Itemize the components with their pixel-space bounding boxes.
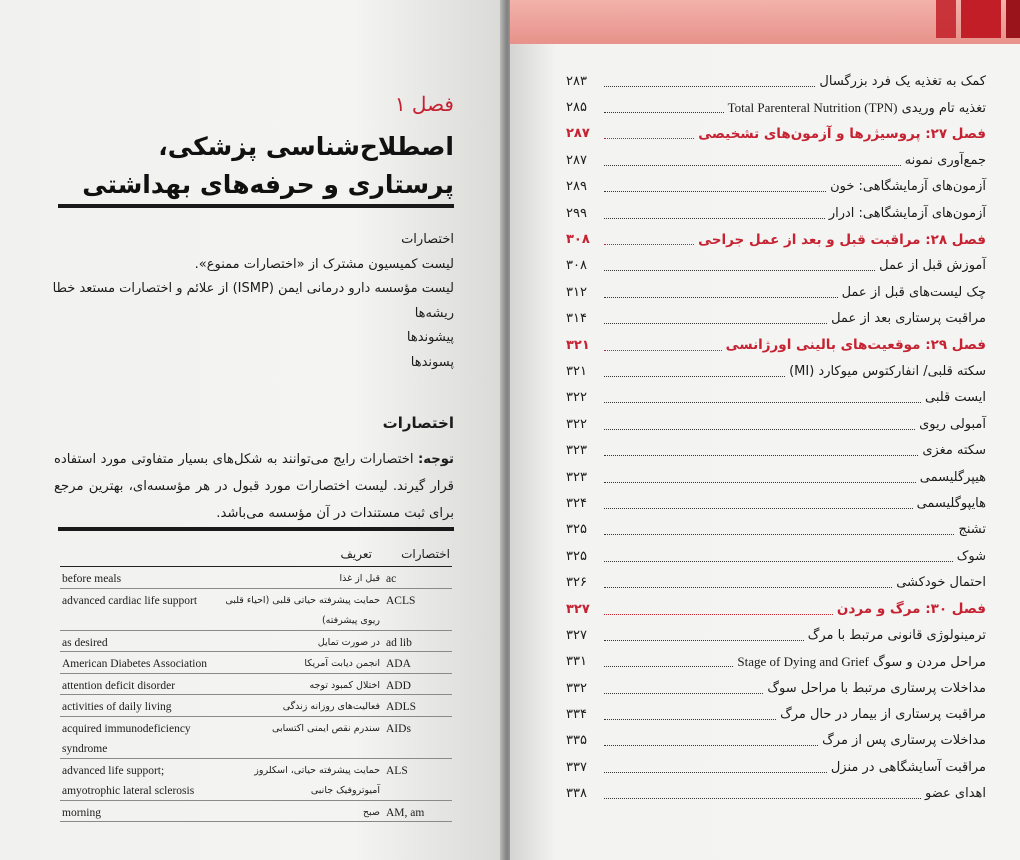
english-definition: as desired	[62, 636, 108, 649]
toc-entry-title: فصل ۲۷: پروسیژرها و آزمون‌های تشخیصی	[698, 125, 986, 142]
chapter-divider	[58, 204, 454, 208]
toc-page-number: ۳۲۳	[566, 443, 587, 459]
toc-entry-title: جمع‌آوری نمونه	[904, 152, 986, 168]
toc-entry-title: فصل ۳۰: مرگ و مردن	[836, 601, 986, 617]
toc-entry-title: چک لیست‌های قبل از عمل	[841, 284, 986, 300]
contents-item: اختصارات	[401, 232, 454, 247]
toc-chapter-heading	[566, 226, 986, 252]
toc-entry	[566, 253, 986, 279]
contents-item: پیشوندها	[406, 330, 454, 345]
toc-page-number: ۳۲۱	[566, 363, 587, 379]
note-label: توجه:	[418, 452, 455, 467]
toc-page-number: ۳۲۴	[566, 495, 587, 511]
toc-entry	[566, 411, 986, 437]
toc-entry-title: سکته مغزی	[922, 443, 986, 459]
toc-entry-title: تشنج	[958, 522, 986, 538]
toc-page-number: ۳۲۵	[566, 522, 587, 538]
abbreviation: ADLS	[386, 701, 417, 713]
header-abbreviation: اختصارات	[401, 547, 450, 561]
abbreviation: ADA	[386, 658, 411, 670]
persian-definition: حمایت پیشرفته حیاتی قلبی (احیاء قلبی ریوی پیشرفته)	[225, 594, 380, 626]
abbreviation: ACLS	[386, 594, 416, 607]
toc-chapter-heading	[566, 121, 986, 147]
toc-page-number: ۲۸۷	[566, 126, 590, 142]
toc-entry	[566, 569, 986, 595]
toc-entry	[566, 543, 986, 569]
toc-entry	[566, 68, 986, 94]
dot-leader	[604, 138, 694, 139]
toc-entry-title: آمبولی ریوی	[919, 416, 986, 432]
toc-entry-english: Stage of Dying and Grief	[737, 653, 869, 669]
section-title: اختصارات	[382, 414, 454, 432]
toc-entry-title: هایپوگلیسمی	[916, 495, 986, 511]
toc-page-number: ۳۲۲	[566, 416, 587, 432]
abbreviation: ALS	[386, 764, 408, 777]
toc-entry-title: کمک به تغذیه یک فرد بزرگسال	[819, 73, 986, 89]
toc-entry	[566, 174, 986, 200]
dot-leader	[604, 376, 785, 377]
chapter-title: اصطلاح‌شناسی پزشکی، پرستاری و حرفه‌های بهداشتی	[82, 132, 454, 199]
dot-leader	[604, 455, 918, 456]
table-row	[60, 759, 452, 801]
english-definition: attention deficit disorder	[62, 679, 176, 692]
toc-page-number: ۳۱۲	[566, 284, 587, 300]
dot-leader	[604, 745, 818, 746]
dot-leader	[604, 534, 954, 535]
toc-entry-title: ترمینولوژی قانونی مرتبط با مرگ	[807, 627, 986, 643]
english-definition: advanced cardiac life support	[62, 594, 198, 607]
persian-definition: صبح	[362, 806, 380, 818]
toc-page-number: ۲۹۹	[566, 205, 587, 221]
dot-leader	[604, 719, 776, 720]
dot-leader	[604, 350, 722, 351]
toc-entry	[566, 728, 986, 754]
table-body	[60, 567, 452, 822]
table-of-contents	[566, 68, 986, 807]
table-row	[60, 674, 452, 696]
header-decoration	[931, 0, 1020, 38]
left-page	[0, 0, 506, 860]
dot-leader	[604, 587, 892, 588]
dot-leader	[604, 86, 815, 87]
dot-leader	[604, 561, 953, 562]
english-definition: acquired immunodeficiency syndrome	[62, 722, 191, 755]
dot-leader	[604, 112, 724, 113]
toc-entry-title: ایست قلبی	[924, 390, 986, 406]
toc-page-number: ۲۸۵	[566, 100, 587, 116]
toc-entry-title: شوک	[956, 548, 986, 564]
toc-entry	[566, 385, 986, 411]
toc-entry-title: اهدای عضو	[925, 786, 986, 802]
persian-definition: قبل از غذا	[339, 573, 380, 584]
right-page	[510, 0, 1020, 860]
dot-leader	[604, 323, 827, 324]
abbreviation: AM, am	[386, 806, 425, 819]
toc-page-number: ۳۳۴	[566, 707, 587, 723]
contents-item: پسوندها	[410, 354, 454, 370]
toc-entry	[566, 649, 986, 675]
chapter-label: فصل ۱	[394, 92, 454, 116]
toc-entry-title: مراقبت پرستاری بعد از عمل	[831, 311, 986, 327]
dot-leader	[604, 693, 763, 694]
toc-page-number: ۳۲۳	[566, 469, 587, 485]
toc-page-number: ۳۲۷	[566, 601, 590, 617]
toc-entry-title: مراحل مردن و سوگ	[872, 654, 986, 670]
dot-leader	[604, 640, 804, 641]
toc-entry	[566, 675, 986, 701]
toc-entry	[566, 781, 986, 807]
dot-leader	[604, 402, 921, 403]
note-text: اختصارات رایج می‌توانند به شکل‌های بسیار متفاوتی مورد استفاده قرار گیرند. لیست اختصارات مورد قبول در هر مؤسسه‌ای، بهترین مرجع برای ثبت مستندات در آن مؤسسه می‌باشد.	[54, 452, 454, 521]
english-definition: morning	[62, 806, 101, 819]
toc-entry	[566, 490, 986, 516]
dot-leader	[604, 798, 921, 799]
chapter-contents	[52, 228, 454, 375]
header-definition: تعریف	[340, 547, 372, 561]
toc-entry-title: مداخلات پرستاری پس از مرگ	[822, 733, 986, 749]
persian-definition: سندرم نقص ایمنی اکتسابی	[272, 722, 380, 734]
table-row	[60, 652, 452, 674]
toc-page-number: ۲۸۳	[566, 73, 587, 89]
persian-definition: در صورت تمایل	[317, 636, 380, 648]
english-definition: advanced life support; amyotrophic lateral sclerosis	[62, 764, 195, 797]
toc-page-number: ۳۳۲	[566, 680, 587, 696]
persian-definition: فعالیت‌های روزانه زندگی	[282, 701, 380, 712]
toc-entry-title: سکته قلبی/ انفارکتوس میوکارد (MI)	[789, 363, 986, 379]
toc-entry-title: مراقبت پرستاری از بیمار در حال مرگ	[780, 707, 986, 723]
persian-definition: اختلال کمبود توجه	[309, 679, 380, 691]
toc-entry	[566, 464, 986, 490]
toc-page-number: ۳۲۲	[566, 390, 587, 406]
toc-page-number: ۳۲۷	[566, 627, 587, 643]
toc-entry	[566, 279, 986, 305]
toc-page-number: ۳۳۷	[566, 759, 587, 775]
table-row	[60, 631, 452, 653]
toc-page-number: ۳۳۱	[566, 654, 587, 670]
toc-page-number: ۳۰۸	[566, 232, 590, 248]
dot-leader	[604, 614, 833, 615]
abbreviation: ad lib	[386, 636, 412, 649]
toc-page-number: ۳۲۱	[566, 337, 590, 353]
toc-entry	[566, 200, 986, 226]
toc-entry-title: مداخلات پرستاری مرتبط با مراحل سوگ	[767, 680, 986, 696]
table-header	[60, 544, 452, 567]
contents-item: لیست کمیسیون مشترک از «اختصارات ممنوع».	[194, 256, 454, 272]
table-row	[60, 717, 452, 759]
toc-entry-title: مراقبت آسایشگاهی در منزل	[830, 759, 986, 775]
toc-entry	[566, 754, 986, 780]
toc-entry-english: Total Parenteral Nutrition (TPN)	[727, 99, 898, 115]
dot-leader	[604, 218, 825, 219]
toc-entry	[566, 306, 986, 332]
toc-entry	[566, 94, 986, 120]
dot-leader	[604, 244, 694, 245]
toc-entry	[566, 517, 986, 543]
toc-page-number: ۳۰۸	[566, 258, 587, 274]
abbreviation-table	[60, 544, 452, 822]
toc-entry-title: فصل ۲۹: موقعیت‌های بالینی اورژانسی	[725, 337, 986, 354]
toc-page-number: ۳۳۸	[566, 786, 587, 802]
persian-definition: انجمن دیابت آمریکا	[304, 658, 380, 669]
abbreviation: AIDs	[386, 722, 411, 735]
toc-entry	[566, 622, 986, 648]
persian-definition: حمایت پیشرفته حیاتی، اسکلروز آمیوتروفیک جانبی	[254, 764, 380, 796]
toc-entry	[566, 147, 986, 173]
toc-entry-title: هیپرگلیسمی	[919, 469, 986, 485]
toc-entry-title: احتمال خودکشی	[896, 575, 986, 591]
toc-page-number: ۳۱۴	[566, 311, 587, 327]
toc-page-number: ۲۸۹	[566, 179, 587, 195]
table-row	[60, 695, 452, 717]
table-row	[60, 567, 452, 589]
toc-entry	[566, 358, 986, 384]
toc-chapter-heading	[566, 596, 986, 622]
english-definition: American Diabetes Association	[62, 658, 207, 670]
contents-item: ریشه‌ها	[414, 305, 454, 321]
toc-entry-title: تغذیه تام وریدی	[901, 100, 986, 116]
dot-leader	[604, 666, 733, 667]
dot-leader	[604, 297, 838, 298]
toc-entry-title: آموزش قبل از عمل	[879, 258, 986, 274]
dot-leader	[604, 165, 901, 166]
toc-entry-title: آزمون‌های آزمایشگاهی: ادرار	[828, 205, 986, 221]
header-band	[510, 0, 1020, 44]
english-definition: before meals	[62, 573, 122, 585]
toc-entry	[566, 437, 986, 463]
toc-page-number: ۲۸۷	[566, 152, 587, 168]
toc-page-number: ۳۲۶	[566, 575, 587, 591]
note-paragraph	[54, 446, 454, 527]
toc-page-number: ۳۳۵	[566, 733, 587, 749]
contents-item: لیست مؤسسه دارو درمانی ایمن (ISMP) از علائم و اختصارات مستعد خطا	[52, 281, 454, 296]
table-row	[60, 589, 452, 631]
dot-leader	[604, 429, 915, 430]
english-definition: activities of daily living	[62, 701, 172, 713]
dot-leader	[604, 270, 875, 271]
toc-page-number: ۳۲۵	[566, 548, 587, 564]
toc-entry-title: آزمون‌های آزمایشگاهی: خون	[830, 179, 986, 195]
dot-leader	[604, 191, 826, 192]
table-row	[60, 801, 452, 823]
abbreviation: ac	[386, 573, 397, 585]
toc-chapter-heading	[566, 332, 986, 358]
abbreviation: ADD	[386, 679, 411, 692]
toc-entry-title: فصل ۲۸: مراقبت قبل و بعد از عمل جراحی	[698, 231, 986, 248]
dot-leader	[604, 482, 916, 483]
dot-leader	[604, 772, 827, 773]
section-divider	[58, 527, 454, 531]
dot-leader	[604, 508, 913, 509]
toc-entry	[566, 701, 986, 727]
